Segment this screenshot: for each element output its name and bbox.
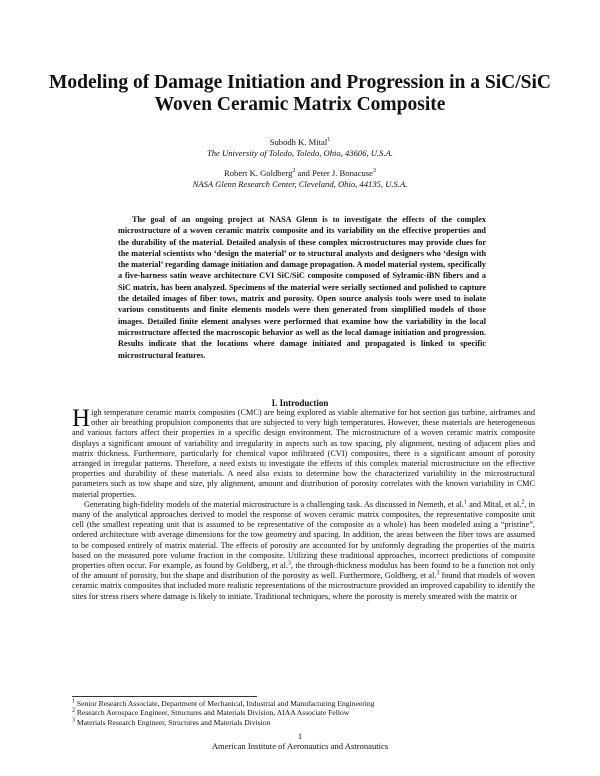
paragraph-text: Generating high-fidelity models of the material microstructure is a challenging task. As discussed in Nemeth, et al. (84, 499, 464, 509)
author-joiner: and (297, 168, 310, 178)
author-name: Subodh K. Mital (269, 137, 328, 147)
author-name-line (60, 137, 540, 148)
reference-mark: 2 (521, 499, 525, 506)
paragraph-text: and Mital, et al. (466, 499, 522, 509)
author-affiliation: NASA Glenn Research Center, Cleveland, Ohio, 44135, U.S.A. (192, 179, 408, 189)
footnotes (72, 699, 532, 727)
section-heading: I. Introduction (271, 398, 329, 408)
reference-mark: 3 (436, 570, 440, 577)
abstract: The goal of an ongoing project at NASA Glenn is to investigate the effects of the complex microstructure of a woven ceramic matrix composite and its variability on the effective properties and the durability of the material. Detailed analysis of these complex microstructures may provide clues for the material scientists who ‘design the material’ or to structural analysts and designers who ‘design with the material’ regarding damage initiation and damage propagation. A model material system, specifically a five-harness satin weave architecture CVI SiC/SiC composite composed of Sylramic-iBN fibers and a SiC matrix, has been analyzed. Specimens of the material were serially sectioned and polished to capture the detailed images of fiber tows, matrix and porosity. Open source analysis tools were used to isolate various constituents and finite elements models were then generated from simplified models of those images. Detailed finite element analyses were performed that examine how the variability in the local microstructure affected the macroscopic behavior as well as the local damage initiation and progression. Results indicate that the locations where damage initiated and propagated is linked to specific microstructural features. (118, 215, 486, 360)
footnote-mark: 2 (72, 707, 75, 714)
author-name-line (60, 168, 540, 179)
footnote (72, 718, 532, 727)
footnote-divider (72, 696, 257, 697)
title-line-1: Modeling of Damage Initiation and Progression in a SiC/SiC (48, 72, 551, 93)
intro-paragraph-1 (72, 405, 535, 500)
author-name: Peter J. Bonacuse (312, 168, 373, 178)
author-block-2 (60, 168, 540, 190)
author-footnote-mark: 2 (292, 168, 296, 175)
footnote-mark: 1 (72, 698, 75, 705)
footnote (72, 699, 532, 708)
footnote (72, 708, 532, 717)
page-number: 1 (297, 732, 303, 741)
drop-cap: H (72, 405, 91, 432)
paper-title (40, 72, 560, 116)
reference-mark: 3 (288, 560, 292, 567)
paragraph-text: found that models of woven ceramic matrix composites that included more realistic representations of the microstructure provided an improved capability to identify the sites for stress risers where damage is likely to initiate. Traditional techniques, where the porosity is merely smeared with the matrix or (72, 571, 535, 601)
footnote-text: Research Aerospace Engineer, Structures and Materials Division, AIAA Associate Fellow (75, 708, 350, 718)
author-name: Robert K. Goldberg (224, 168, 293, 178)
body-text (72, 405, 535, 602)
paragraph-text: , the through-thickness modulus has been found to be a function not only of the amount of porosity, but the shape and distribution of the porosity as well. Furthermore, Goldberg, et al. (72, 561, 535, 581)
author-affiliation: The University of Toledo, Toledo, Ohio, 43606, U.S.A. (206, 148, 394, 158)
paragraph-text: igh temperature ceramic matrix composites (CMC) are being explored as viable alternative for hot section gas turbine, airframes and other air breathing propulsion components that are subjected to very high temperatures. However, these materials are heterogeneous and various factors affect their properties in a specific design environment. The microstructure of a woven ceramic matrix composite displays a significant amount of variability and irregularity in aspects such as tow spacing, ply alignment, nesting of adjacent plies and matrix thickness. Furthermore, particularly for chemical vapor infiltrated (CVI) composites, there is a significant amount of porosity arranged in irregular patterns. Therefore, a need exists to investigate the effects of this complex material microstructure on the effective properties and durability of these materials. A need also exists to determine how the characterized variability in the microstructural parameters such as tow shape and size, ply alignment, amount and distribution of porosity correlates with the known variability in CMC material properties. (72, 408, 535, 499)
paragraph-text: , in many of the analytical approaches derived to model the response of woven ceramic matrix composites, the representative composite unit cell (the smallest repeating unit that is assumed to be representative of the composite as a whole) has been modeled using a “pristine”, ordered architecture with average dimensions for the tow geometry and spacing. In addition, the areas between the fiber tows are assumed to be composed entirely of matrix material. The effects of porosity are accounted for by uniformly degrading the properties of the matrix based on the measured pore volume fraction in the composite. Utilizing these traditional approaches, incorrect predictions of composite properties often occur. For example, as found by Goldberg, et al. (72, 499, 535, 571)
footnote-text: Senior Research Associate, Department of Mechanical, Industrial and Manufacturing Engineering (75, 699, 375, 708)
author-block-1 (60, 137, 540, 159)
reference-mark: 1 (463, 499, 467, 506)
author-footnote-mark: 1 (327, 137, 331, 144)
organization-footer: American Institute of Aeronautics and Astronautics (211, 741, 389, 751)
intro-paragraph-2 (72, 500, 535, 602)
title-line-2: Woven Ceramic Matrix Composite (154, 94, 446, 115)
footnote-text: Materials Research Engineer, Structures and Materials Division (75, 717, 271, 727)
author-footnote-mark: 3 (372, 168, 376, 175)
footnote-mark: 3 (72, 717, 75, 724)
